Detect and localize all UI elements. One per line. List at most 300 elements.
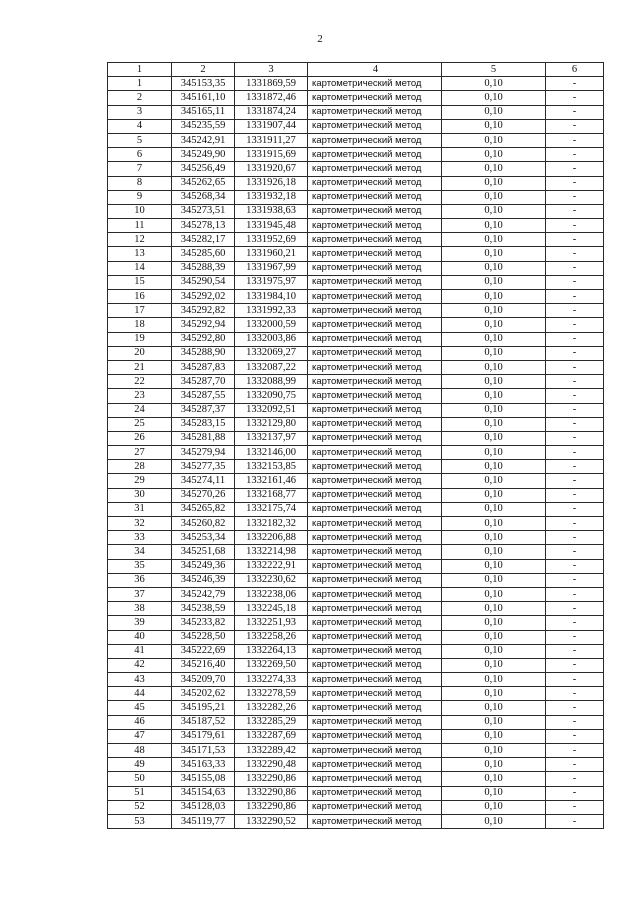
x-coordinate-cell: 345222,69 [172, 644, 235, 658]
table-row [108, 389, 604, 403]
accuracy-cell: 0,10 [442, 233, 546, 247]
note-cell: - [546, 91, 604, 105]
accuracy-cell: 0,10 [442, 545, 546, 559]
point-number-cell: 10 [108, 204, 172, 218]
accuracy-cell: 0,10 [442, 573, 546, 587]
accuracy-cell: 0,10 [442, 517, 546, 531]
note-cell: - [546, 219, 604, 233]
accuracy-cell: 0,10 [442, 559, 546, 573]
x-coordinate-cell: 345233,82 [172, 616, 235, 630]
x-coordinate-cell: 345228,50 [172, 630, 235, 644]
y-coordinate-cell: 1332290,86 [235, 786, 308, 800]
point-number-cell: 16 [108, 290, 172, 304]
x-coordinate-cell: 345273,51 [172, 204, 235, 218]
accuracy-cell: 0,10 [442, 77, 546, 91]
point-number-cell: 14 [108, 261, 172, 275]
method-cell: картометрический метод [308, 602, 442, 616]
method-cell: картометрический метод [308, 133, 442, 147]
point-number-cell: 13 [108, 247, 172, 261]
note-cell: - [546, 133, 604, 147]
y-coordinate-cell: 1332206,88 [235, 531, 308, 545]
table-row [108, 105, 604, 119]
table-row [108, 176, 604, 190]
accuracy-cell: 0,10 [442, 318, 546, 332]
y-coordinate-cell: 1332264,13 [235, 644, 308, 658]
note-cell: - [546, 162, 604, 176]
accuracy-cell: 0,10 [442, 176, 546, 190]
y-coordinate-cell: 1331874,24 [235, 105, 308, 119]
x-coordinate-cell: 345209,70 [172, 673, 235, 687]
y-coordinate-cell: 1332290,86 [235, 800, 308, 814]
note-cell: - [546, 119, 604, 133]
accuracy-cell: 0,10 [442, 275, 546, 289]
x-coordinate-cell: 345202,62 [172, 687, 235, 701]
table-row [108, 346, 604, 360]
page-number: 2 [317, 33, 323, 45]
table-row [108, 488, 604, 502]
method-cell: картометрический метод [308, 375, 442, 389]
y-coordinate-cell: 1332000,59 [235, 318, 308, 332]
x-coordinate-cell: 345260,82 [172, 517, 235, 531]
y-coordinate-cell: 1331907,44 [235, 119, 308, 133]
table-row [108, 460, 604, 474]
method-cell: картометрический метод [308, 786, 442, 800]
point-number-cell: 51 [108, 786, 172, 800]
method-cell: картометрический метод [308, 275, 442, 289]
method-cell: картометрический метод [308, 587, 442, 601]
accuracy-cell: 0,10 [442, 247, 546, 261]
method-cell: картометрический метод [308, 644, 442, 658]
accuracy-cell: 0,10 [442, 403, 546, 417]
accuracy-cell: 0,10 [442, 133, 546, 147]
method-cell: картометрический метод [308, 772, 442, 786]
y-coordinate-cell: 1331960,21 [235, 247, 308, 261]
accuracy-cell: 0,10 [442, 587, 546, 601]
point-number-cell: 44 [108, 687, 172, 701]
table-row [108, 729, 604, 743]
y-coordinate-cell: 1332290,48 [235, 758, 308, 772]
note-cell: - [546, 786, 604, 800]
point-number-cell: 41 [108, 644, 172, 658]
accuracy-cell: 0,10 [442, 630, 546, 644]
method-cell: картометрический метод [308, 673, 442, 687]
accuracy-cell: 0,10 [442, 701, 546, 715]
point-number-cell: 26 [108, 431, 172, 445]
x-coordinate-cell: 345281,88 [172, 431, 235, 445]
x-coordinate-cell: 345279,94 [172, 446, 235, 460]
table-row [108, 644, 604, 658]
accuracy-cell: 0,10 [442, 204, 546, 218]
point-number-cell: 47 [108, 729, 172, 743]
point-number-cell: 28 [108, 460, 172, 474]
accuracy-cell: 0,10 [442, 616, 546, 630]
method-cell: картометрический метод [308, 517, 442, 531]
accuracy-cell: 0,10 [442, 758, 546, 772]
point-number-cell: 17 [108, 304, 172, 318]
note-cell: - [546, 658, 604, 672]
note-cell: - [546, 332, 604, 346]
point-number-cell: 18 [108, 318, 172, 332]
note-cell: - [546, 531, 604, 545]
accuracy-cell: 0,10 [442, 431, 546, 445]
table-row [108, 417, 604, 431]
y-coordinate-cell: 1331975,97 [235, 275, 308, 289]
accuracy-cell: 0,10 [442, 332, 546, 346]
y-coordinate-cell: 1332285,29 [235, 715, 308, 729]
table-row [108, 375, 604, 389]
y-coordinate-cell: 1332290,86 [235, 772, 308, 786]
x-coordinate-cell: 345187,52 [172, 715, 235, 729]
point-number-cell: 53 [108, 814, 172, 828]
method-cell: картометрический метод [308, 687, 442, 701]
point-number-cell: 49 [108, 758, 172, 772]
accuracy-cell: 0,10 [442, 602, 546, 616]
y-coordinate-cell: 1331967,99 [235, 261, 308, 275]
point-number-cell: 6 [108, 148, 172, 162]
note-cell: - [546, 360, 604, 374]
x-coordinate-cell: 345265,82 [172, 502, 235, 516]
point-number-cell: 43 [108, 673, 172, 687]
table-row [108, 800, 604, 814]
note-cell: - [546, 587, 604, 601]
point-number-cell: 23 [108, 389, 172, 403]
method-cell: картометрический метод [308, 758, 442, 772]
note-cell: - [546, 148, 604, 162]
method-cell: картометрический метод [308, 446, 442, 460]
point-number-cell: 33 [108, 531, 172, 545]
note-cell: - [546, 517, 604, 531]
y-coordinate-cell: 1332269,50 [235, 658, 308, 672]
accuracy-cell: 0,10 [442, 304, 546, 318]
y-coordinate-cell: 1332146,00 [235, 446, 308, 460]
table-row [108, 715, 604, 729]
accuracy-cell: 0,10 [442, 474, 546, 488]
column-header: 5 [442, 63, 546, 77]
table-row [108, 261, 604, 275]
note-cell: - [546, 247, 604, 261]
note-cell: - [546, 559, 604, 573]
note-cell: - [546, 502, 604, 516]
x-coordinate-cell: 345242,79 [172, 587, 235, 601]
method-cell: картометрический метод [308, 715, 442, 729]
y-coordinate-cell: 1332287,69 [235, 729, 308, 743]
point-number-cell: 39 [108, 616, 172, 630]
note-cell: - [546, 105, 604, 119]
accuracy-cell: 0,10 [442, 502, 546, 516]
y-coordinate-cell: 1331945,48 [235, 219, 308, 233]
point-number-cell: 50 [108, 772, 172, 786]
note-cell: - [546, 417, 604, 431]
y-coordinate-cell: 1331926,18 [235, 176, 308, 190]
table-row [108, 701, 604, 715]
x-coordinate-cell: 345251,68 [172, 545, 235, 559]
point-number-cell: 32 [108, 517, 172, 531]
accuracy-cell: 0,10 [442, 460, 546, 474]
table-row [108, 332, 604, 346]
table-row [108, 602, 604, 616]
y-coordinate-cell: 1331938,63 [235, 204, 308, 218]
point-number-cell: 15 [108, 275, 172, 289]
y-coordinate-cell: 1331920,67 [235, 162, 308, 176]
x-coordinate-cell: 345246,39 [172, 573, 235, 587]
note-cell: - [546, 573, 604, 587]
accuracy-cell: 0,10 [442, 715, 546, 729]
x-coordinate-cell: 345287,55 [172, 389, 235, 403]
table-row [108, 814, 604, 828]
note-cell: - [546, 204, 604, 218]
table-row [108, 474, 604, 488]
x-coordinate-cell: 345287,37 [172, 403, 235, 417]
point-number-cell: 37 [108, 587, 172, 601]
note-cell: - [546, 77, 604, 91]
y-coordinate-cell: 1332230,62 [235, 573, 308, 587]
point-number-cell: 20 [108, 346, 172, 360]
y-coordinate-cell: 1332168,77 [235, 488, 308, 502]
y-coordinate-cell: 1332137,97 [235, 431, 308, 445]
table-row [108, 573, 604, 587]
point-number-cell: 4 [108, 119, 172, 133]
point-number-cell: 46 [108, 715, 172, 729]
point-number-cell: 1 [108, 77, 172, 91]
method-cell: картометрический метод [308, 460, 442, 474]
accuracy-cell: 0,10 [442, 148, 546, 162]
y-coordinate-cell: 1331992,33 [235, 304, 308, 318]
y-coordinate-cell: 1332090,75 [235, 389, 308, 403]
note-cell: - [546, 403, 604, 417]
method-cell: картометрический метод [308, 488, 442, 502]
method-cell: картометрический метод [308, 162, 442, 176]
accuracy-cell: 0,10 [442, 360, 546, 374]
point-number-cell: 11 [108, 219, 172, 233]
note-cell: - [546, 446, 604, 460]
accuracy-cell: 0,10 [442, 389, 546, 403]
method-cell: картометрический метод [308, 360, 442, 374]
y-coordinate-cell: 1332290,52 [235, 814, 308, 828]
point-number-cell: 24 [108, 403, 172, 417]
table-row [108, 233, 604, 247]
method-cell: картометрический метод [308, 389, 442, 403]
table-row [108, 744, 604, 758]
method-cell: картометрический метод [308, 304, 442, 318]
accuracy-cell: 0,10 [442, 772, 546, 786]
y-coordinate-cell: 1332214,98 [235, 545, 308, 559]
y-coordinate-cell: 1332088,99 [235, 375, 308, 389]
x-coordinate-cell: 345288,90 [172, 346, 235, 360]
method-cell: картометрический метод [308, 290, 442, 304]
method-cell: картометрический метод [308, 431, 442, 445]
x-coordinate-cell: 345128,03 [172, 800, 235, 814]
point-number-cell: 42 [108, 658, 172, 672]
method-cell: картометрический метод [308, 729, 442, 743]
table-row [108, 290, 604, 304]
table-row [108, 772, 604, 786]
method-cell: картометрический метод [308, 474, 442, 488]
method-cell: картометрический метод [308, 800, 442, 814]
accuracy-cell: 0,10 [442, 814, 546, 828]
x-coordinate-cell: 345195,21 [172, 701, 235, 715]
method-cell: картометрический метод [308, 630, 442, 644]
accuracy-cell: 0,10 [442, 687, 546, 701]
table-row [108, 630, 604, 644]
accuracy-cell: 0,10 [442, 673, 546, 687]
y-coordinate-cell: 1332258,26 [235, 630, 308, 644]
note-cell: - [546, 176, 604, 190]
note-cell: - [546, 715, 604, 729]
table-body [108, 63, 604, 829]
method-cell: картометрический метод [308, 417, 442, 431]
accuracy-cell: 0,10 [442, 446, 546, 460]
note-cell: - [546, 389, 604, 403]
x-coordinate-cell: 345292,82 [172, 304, 235, 318]
x-coordinate-cell: 345292,80 [172, 332, 235, 346]
x-coordinate-cell: 345274,11 [172, 474, 235, 488]
y-coordinate-cell: 1331984,10 [235, 290, 308, 304]
accuracy-cell: 0,10 [442, 644, 546, 658]
x-coordinate-cell: 345268,34 [172, 190, 235, 204]
point-number-cell: 48 [108, 744, 172, 758]
table-row [108, 616, 604, 630]
accuracy-cell: 0,10 [442, 417, 546, 431]
method-cell: картометрический метод [308, 531, 442, 545]
accuracy-cell: 0,10 [442, 261, 546, 275]
x-coordinate-cell: 345287,83 [172, 360, 235, 374]
note-cell: - [546, 744, 604, 758]
note-cell: - [546, 261, 604, 275]
method-cell: картометрический метод [308, 701, 442, 715]
note-cell: - [546, 474, 604, 488]
note-cell: - [546, 630, 604, 644]
y-coordinate-cell: 1332175,74 [235, 502, 308, 516]
table-row [108, 687, 604, 701]
x-coordinate-cell: 345288,39 [172, 261, 235, 275]
x-coordinate-cell: 345277,35 [172, 460, 235, 474]
point-number-cell: 2 [108, 91, 172, 105]
note-cell: - [546, 431, 604, 445]
method-cell: картометрический метод [308, 204, 442, 218]
note-cell: - [546, 687, 604, 701]
table-row [108, 786, 604, 800]
x-coordinate-cell: 345249,36 [172, 559, 235, 573]
point-number-cell: 30 [108, 488, 172, 502]
note-cell: - [546, 602, 604, 616]
table-row [108, 119, 604, 133]
table-row [108, 446, 604, 460]
point-number-cell: 9 [108, 190, 172, 204]
method-cell: картометрический метод [308, 119, 442, 133]
y-coordinate-cell: 1332003,86 [235, 332, 308, 346]
x-coordinate-cell: 345256,49 [172, 162, 235, 176]
accuracy-cell: 0,10 [442, 190, 546, 204]
method-cell: картометрический метод [308, 744, 442, 758]
note-cell: - [546, 318, 604, 332]
x-coordinate-cell: 345278,13 [172, 219, 235, 233]
y-coordinate-cell: 1332092,51 [235, 403, 308, 417]
point-number-cell: 22 [108, 375, 172, 389]
x-coordinate-cell: 345153,35 [172, 77, 235, 91]
method-cell: картометрический метод [308, 332, 442, 346]
coordinates-table [107, 62, 604, 829]
column-header: 4 [308, 63, 442, 77]
note-cell: - [546, 346, 604, 360]
point-number-cell: 21 [108, 360, 172, 374]
table-row [108, 517, 604, 531]
method-cell: картометрический метод [308, 261, 442, 275]
method-cell: картометрический метод [308, 219, 442, 233]
x-coordinate-cell: 345283,15 [172, 417, 235, 431]
table-row [108, 403, 604, 417]
note-cell: - [546, 304, 604, 318]
method-cell: картометрический метод [308, 814, 442, 828]
x-coordinate-cell: 345119,77 [172, 814, 235, 828]
accuracy-cell: 0,10 [442, 729, 546, 743]
table-row [108, 658, 604, 672]
y-coordinate-cell: 1332289,42 [235, 744, 308, 758]
method-cell: картометрический метод [308, 233, 442, 247]
accuracy-cell: 0,10 [442, 800, 546, 814]
x-coordinate-cell: 345282,17 [172, 233, 235, 247]
table-row [108, 204, 604, 218]
y-coordinate-cell: 1331932,18 [235, 190, 308, 204]
note-cell: - [546, 460, 604, 474]
y-coordinate-cell: 1331915,69 [235, 148, 308, 162]
method-cell: картометрический метод [308, 559, 442, 573]
x-coordinate-cell: 345292,94 [172, 318, 235, 332]
table-row [108, 91, 604, 105]
point-number-cell: 40 [108, 630, 172, 644]
y-coordinate-cell: 1332222,91 [235, 559, 308, 573]
table-row [108, 275, 604, 289]
method-cell: картометрический метод [308, 148, 442, 162]
x-coordinate-cell: 345285,60 [172, 247, 235, 261]
y-coordinate-cell: 1331911,27 [235, 133, 308, 147]
table-row [108, 559, 604, 573]
x-coordinate-cell: 345155,08 [172, 772, 235, 786]
y-coordinate-cell: 1332153,85 [235, 460, 308, 474]
x-coordinate-cell: 345262,65 [172, 176, 235, 190]
method-cell: картометрический метод [308, 658, 442, 672]
point-number-cell: 25 [108, 417, 172, 431]
table-row [108, 148, 604, 162]
method-cell: картометрический метод [308, 616, 442, 630]
x-coordinate-cell: 345161,10 [172, 91, 235, 105]
point-number-cell: 12 [108, 233, 172, 247]
table-row [108, 318, 604, 332]
accuracy-cell: 0,10 [442, 658, 546, 672]
note-cell: - [546, 701, 604, 715]
note-cell: - [546, 545, 604, 559]
x-coordinate-cell: 345216,40 [172, 658, 235, 672]
column-header: 6 [546, 63, 604, 77]
point-number-cell: 29 [108, 474, 172, 488]
y-coordinate-cell: 1332069,27 [235, 346, 308, 360]
column-header: 2 [172, 63, 235, 77]
point-number-cell: 8 [108, 176, 172, 190]
x-coordinate-cell: 345238,59 [172, 602, 235, 616]
note-cell: - [546, 233, 604, 247]
note-cell: - [546, 673, 604, 687]
x-coordinate-cell: 345292,02 [172, 290, 235, 304]
x-coordinate-cell: 345253,34 [172, 531, 235, 545]
point-number-cell: 5 [108, 133, 172, 147]
table-row [108, 247, 604, 261]
x-coordinate-cell: 345287,70 [172, 375, 235, 389]
table-row [108, 758, 604, 772]
note-cell: - [546, 275, 604, 289]
y-coordinate-cell: 1332129,80 [235, 417, 308, 431]
note-cell: - [546, 758, 604, 772]
column-header: 1 [108, 63, 172, 77]
method-cell: картометрический метод [308, 176, 442, 190]
